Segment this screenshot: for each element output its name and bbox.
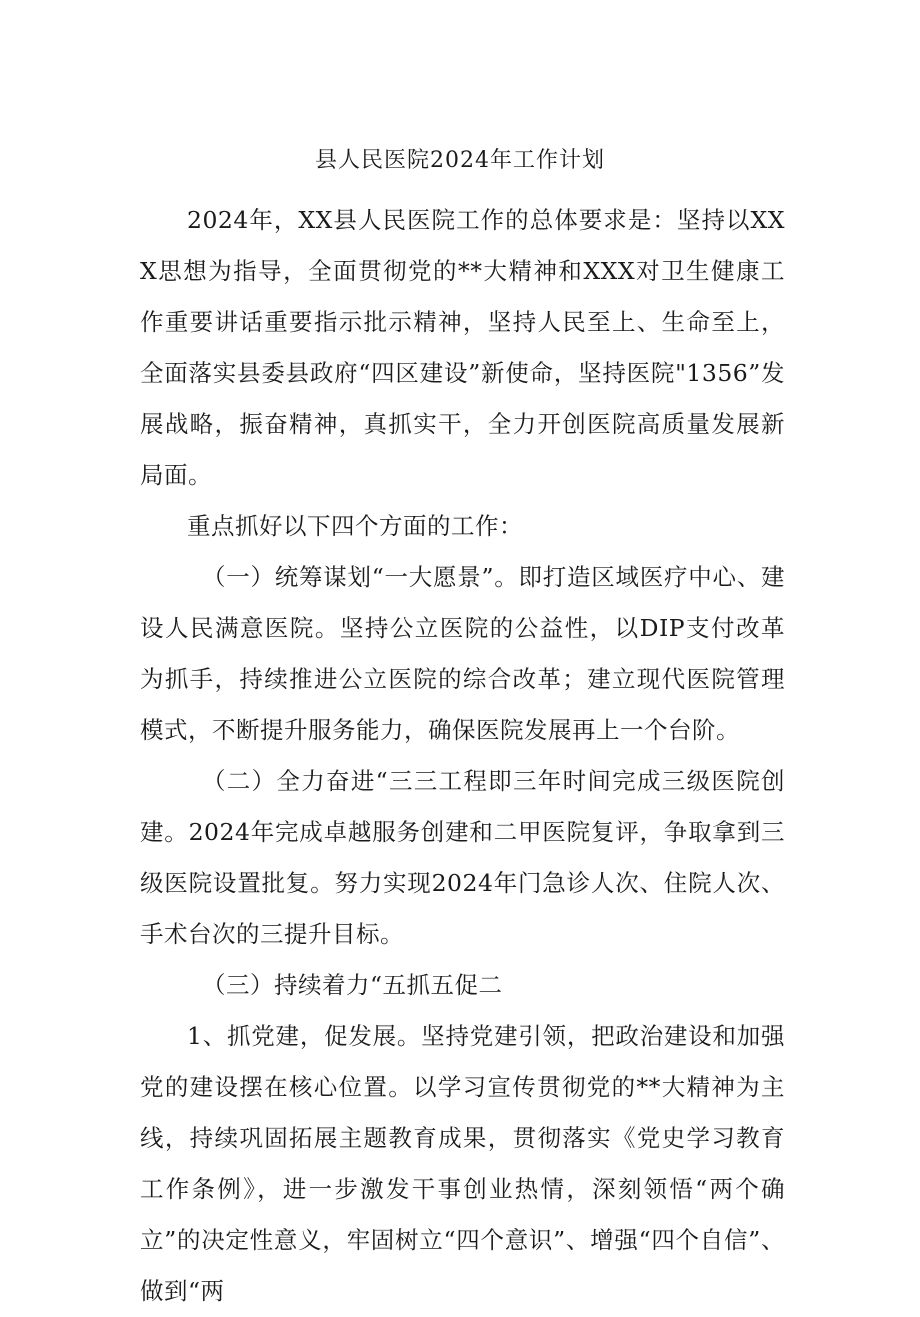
paragraph-section-one: （一）统筹谋划“一大愿景”。即打造区域医疗中心、建设人民满意医院。坚持公立医院的公益性，以DIP支付改革为抓手，持续推进公立医院的综合改革；建立现代医院管理模式，不断提升服务能力，确保医院发展再上一个台阶。 [140,563,785,744]
paragraph-section-two: （二）全力奋进“三三工程即三年时间完成三级医院创建。2024年完成卓越服务创建和二甲医院复评，争取拿到三级医院设置批复。努力实现2024年门急诊人次、住院人次、手术台次的三提升目标。 [140,767,785,948]
document-body [140,195,785,1317]
paragraph-section-three: （三）持续着力“五抓五促二 [202,971,503,999]
paragraph-party-building: 1、抓党建，促发展。坚持党建引领，把政治建设和加强党的建设摆在核心位置。以学习宣传贯彻党的**大精神为主线，持续巩固拓展主题教育成果，贯彻落实《党史学习教育工作条例》，进一步激发干事创业热情，深刻领悟“两个确立”的决定性意义，牢固树立“四个意识”、增强“四个自信”、做到“两 [140,1022,785,1305]
paragraph-overall-requirements: 2024年，XX县人民医院工作的总体要求是：坚持以XXX思想为指导，全面贯彻党的**大精神和XXX对卫生健康工作重要讲话重要指示批示精神，坚持人民至上、生命至上，全面落实县委县政府“四区建设”新使命，坚持医院"1356”发展战略，振奋精神，真抓实干，全力开创医院高质量发展新局面。 [140,206,785,489]
paragraph-four-areas-intro: 重点抓好以下四个方面的工作： [187,512,523,540]
document-title: 县人民医院2024年工作计划 [315,148,605,173]
